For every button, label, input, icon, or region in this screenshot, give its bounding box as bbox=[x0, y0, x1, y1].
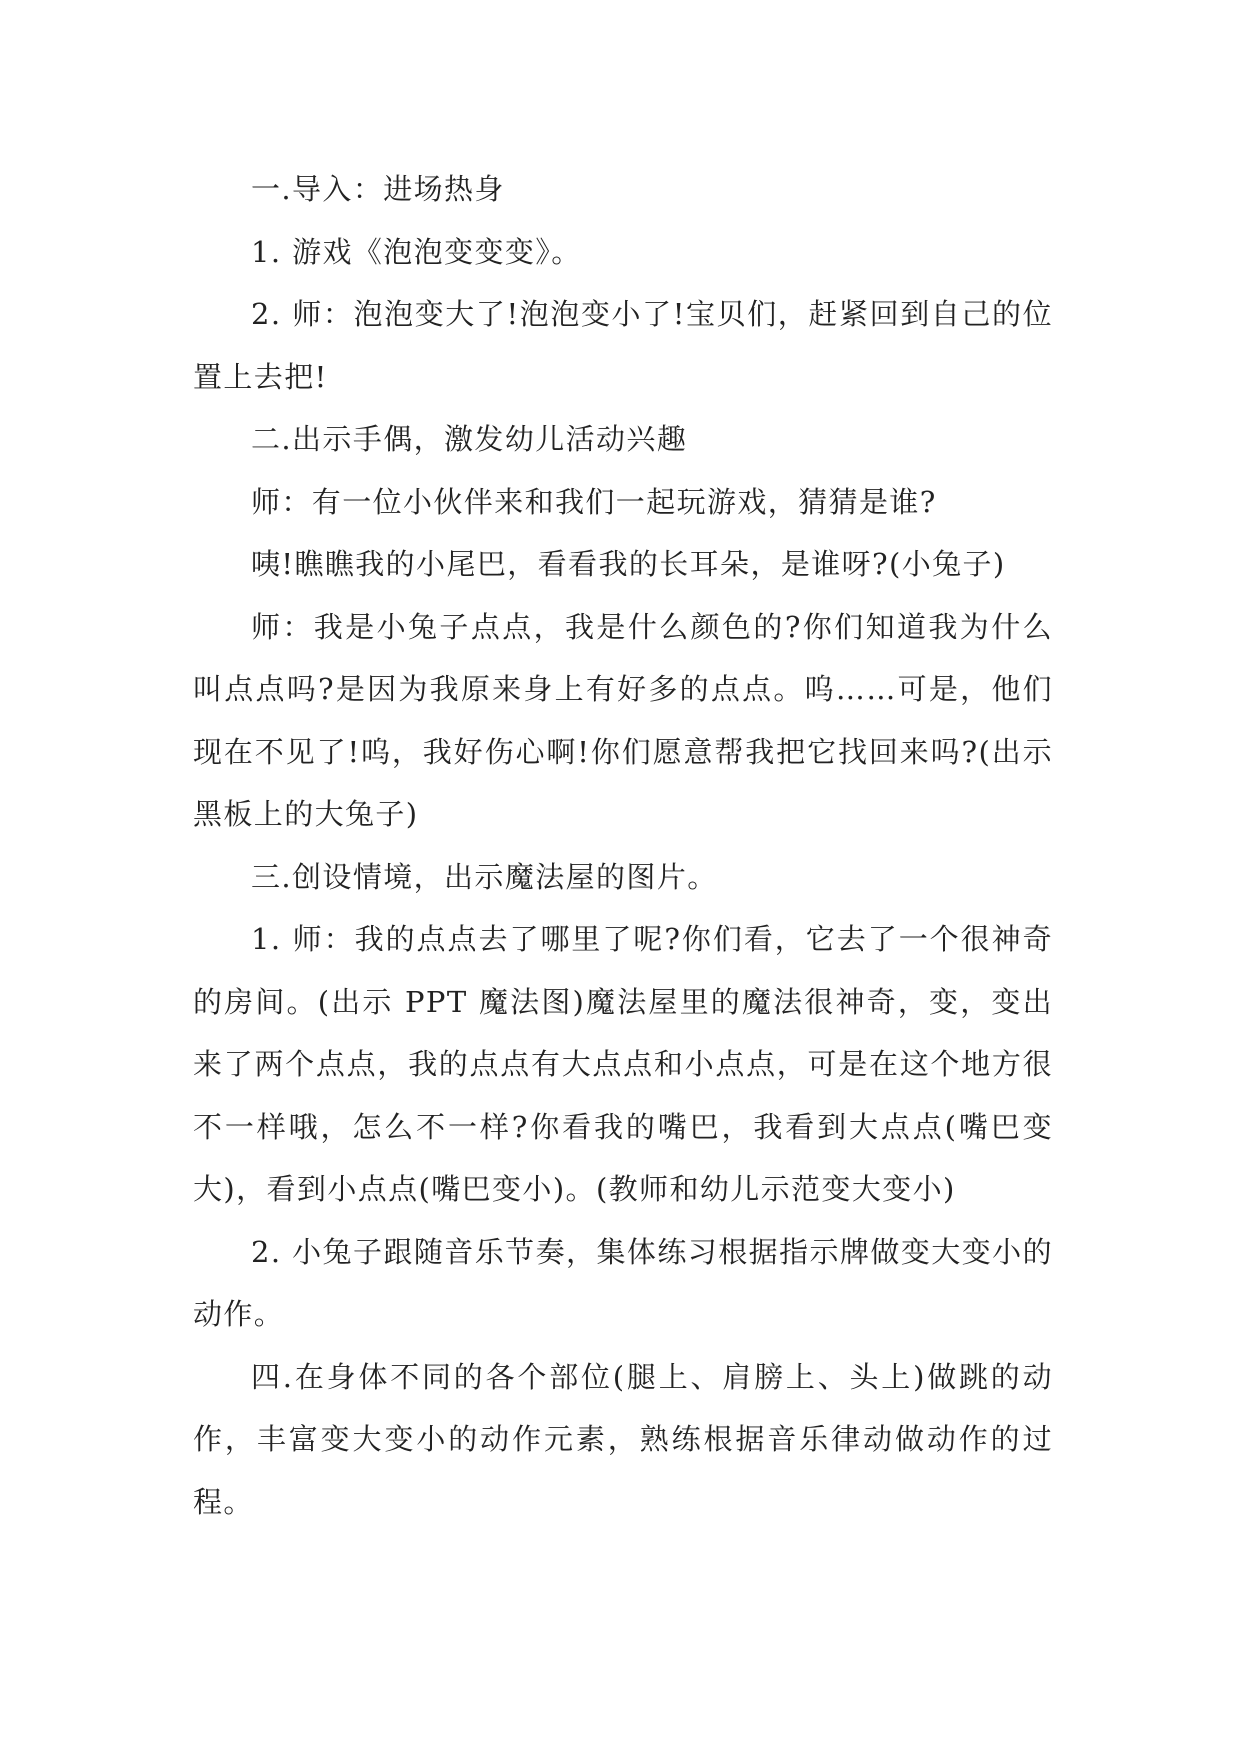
heading-magic-house: 三.创设情境，出示魔法屋的图片。 bbox=[251, 859, 718, 894]
paragraph-rhythm-practice: 2. 小兔子跟随音乐节奏，集体练习根据指示牌做变大变小的动作。 bbox=[193, 1234, 1053, 1331]
heading-intro: 一.导入：进场热身 bbox=[251, 172, 505, 206]
document-body bbox=[193, 158, 1053, 1533]
paragraph-teacher-bubbles: 2. 师：泡泡变大了!泡泡变小了!宝贝们，赶紧回到自己的位置上去把! bbox=[193, 297, 1053, 394]
paragraph-rabbit-dots: 师：我是小兔子点点，我是什么颜色的?你们知道我为什么叫点点吗?是因为我原来身上有好多的点点。呜……可是，他们现在不见了!呜，我好伤心啊!你们愿意帮我把它找回来吗?(出示黑板上的大兔子) bbox=[193, 609, 1053, 831]
paragraph-rabbit-riddle: 咦!瞧瞧我的小尾巴，看看我的长耳朵，是谁呀?(小兔子) bbox=[251, 547, 1006, 581]
paragraph-teacher-guess: 师：有一位小伙伴来和我们一起玩游戏，猜猜是谁? bbox=[251, 484, 937, 519]
heading-body-parts: 四.在身体不同的各个部位(腿上、肩膀上、头上)做跳的动作，丰富变大变小的动作元素，熟练根据音乐律动做动作的过程。 bbox=[193, 1359, 1053, 1519]
heading-puppet: 二.出示手偶，激发幼儿活动兴趣 bbox=[251, 422, 688, 456]
paragraph-magic-room: 1. 师：我的点点去了哪里了呢?你们看，它去了一个很神奇的房间。(出示 PPT 魔法图)魔法屋里的魔法很神奇，变，变出来了两个点点，我的点点有大点点和小点点，可是在这个地方很不一样哦，怎么不一样?你看我的嘴巴，我看到大点点(嘴巴变大)，看到小点点(嘴巴变小)。(教师和幼儿示范变大变小) bbox=[193, 922, 1053, 1206]
paragraph-game: 1. 游戏《泡泡变变变》。 bbox=[251, 234, 582, 269]
